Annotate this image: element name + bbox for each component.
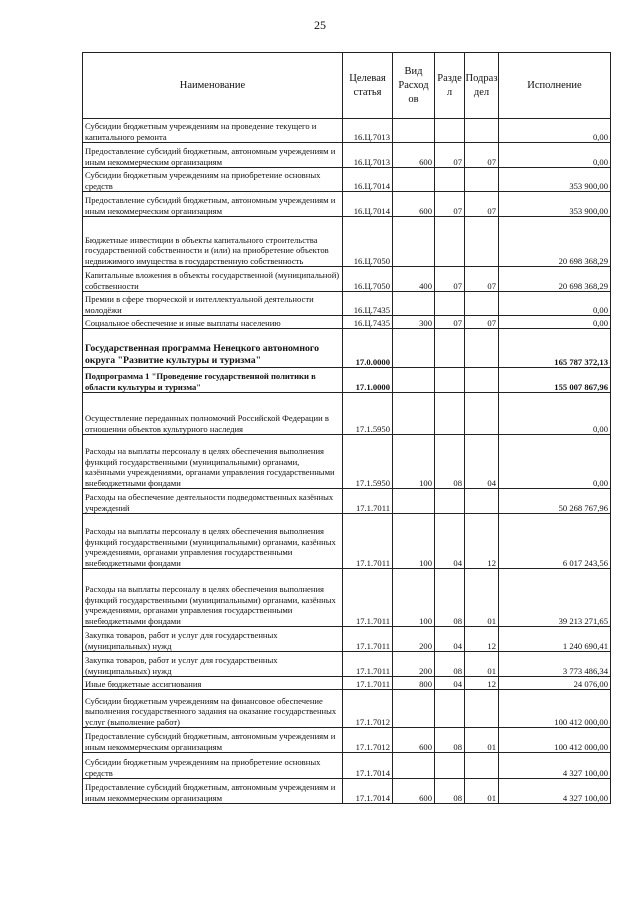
row-section: 07 [435,143,465,168]
row-target: 17.1.7014 [343,779,393,804]
row-section: 08 [435,728,465,753]
row-expense-type: 600 [393,143,435,168]
row-subsection: 12 [465,514,499,569]
row-target: 17.1.0000 [343,368,393,393]
row-expense-type [393,393,435,435]
row-execution: 0,00 [499,393,611,435]
row-execution: 20 698 368,29 [499,217,611,267]
row-name: Расходы на выплаты персоналу в целях обеспечения выполнения функций государственными (муниципальными) органами, казённых учреждениями, органами управления государственными внебюджетными фондами [83,569,343,627]
row-expense-type [393,753,435,779]
row-target: 17.1.7011 [343,514,393,569]
row-execution: 155 007 867,96 [499,368,611,393]
row-subsection: 01 [465,569,499,627]
row-name: Социальное обеспечение и иные выплаты населению [83,316,343,329]
row-section [435,168,465,192]
row-name: Расходы на выплаты персоналу в целях обеспечения выполнения функций государственными (муниципальными) органами, казёнными учреждениями, органами управления государственными внебюджетными фондами [83,435,343,489]
row-expense-type [393,217,435,267]
budget-table [82,52,611,804]
row-expense-type [393,168,435,192]
row-expense-type: 100 [393,514,435,569]
row-name: Субсидии бюджетным учреждениям на приобретение основных средств [83,168,343,192]
table-row [83,168,611,192]
row-execution: 24 076,00 [499,677,611,690]
row-section: 04 [435,677,465,690]
row-subsection: 12 [465,677,499,690]
row-subsection: 12 [465,627,499,652]
row-name: Расходы на выплаты персоналу в целях обеспечения выполнения функций государственными (муниципальными) органами, казённых учреждениями, органами управления государственными внебюджетными фондами [83,514,343,569]
row-subsection: 07 [465,267,499,292]
page-number: 25 [314,18,326,32]
row-subsection [465,217,499,267]
table-row [83,316,611,329]
row-name: Субсидии бюджетным учреждениям на проведение текущего и капитального ремонта [83,119,343,143]
row-section [435,292,465,316]
row-expense-type [393,292,435,316]
row-execution: 50 268 767,96 [499,489,611,514]
row-execution: 0,00 [499,316,611,329]
row-name: Предоставление субсидий бюджетным, автономным учреждениям и иным некоммерческим организациям [83,192,343,217]
row-name: Премии в сфере творческой и интеллектуальной деятельности молодёжи [83,292,343,316]
row-expense-type [393,489,435,514]
table-row [83,435,611,489]
row-target: 16.Ц.7014 [343,192,393,217]
row-subsection [465,489,499,514]
row-name: Предоставление субсидий бюджетным, автономным учреждениям и иным некоммерческим организациям [83,143,343,168]
row-expense-type: 300 [393,316,435,329]
row-subsection [465,168,499,192]
row-target: 16.Ц.7050 [343,267,393,292]
row-name: Государственная программа Ненецкого автономного округа "Развитие культуры и туризма" [83,329,343,368]
row-subsection: 07 [465,143,499,168]
row-target: 17.1.7014 [343,753,393,779]
table-row [83,368,611,393]
row-name: Закупка товаров, работ и услуг для государственных (муниципальных) нужд [83,652,343,677]
row-subsection: 04 [465,435,499,489]
row-execution: 100 412 000,00 [499,728,611,753]
row-section: 08 [435,779,465,804]
row-execution: 353 900,00 [499,168,611,192]
row-subsection [465,119,499,143]
row-target: 16.Ц.7013 [343,143,393,168]
row-name: Бюджетные инвестиции в объекты капитального строительства государственной собственности и (или) на приобретение объектов недвижимого имущества в государственную собственность [83,217,343,267]
row-name: Субсидии бюджетным учреждениям на приобретение основных средств [83,753,343,779]
header-subsection: Подраз дел [465,53,499,119]
row-target: 16.Ц.7435 [343,316,393,329]
row-section [435,393,465,435]
row-section: 04 [435,514,465,569]
row-expense-type: 600 [393,728,435,753]
table-row [83,677,611,690]
row-execution: 3 773 486,34 [499,652,611,677]
table-row [83,267,611,292]
row-section [435,119,465,143]
row-expense-type: 100 [393,435,435,489]
table-row [83,652,611,677]
header-name: Наименование [83,53,343,119]
row-name: Предоставление субсидий бюджетным, автономным учреждениям и иным некоммерческим организациям [83,779,343,804]
row-target: 17.1.5950 [343,435,393,489]
row-name: Капитальные вложения в объекты государственной (муниципальной) собственности [83,267,343,292]
row-expense-type: 200 [393,627,435,652]
header-expense-type: Вид Расход ов [393,53,435,119]
row-name: Подпрограмма 1 "Проведение государственной политики в области культуры и туризма" [83,368,343,393]
row-target: 16.Ц.7435 [343,292,393,316]
table-row [83,753,611,779]
row-subsection [465,690,499,728]
row-execution: 0,00 [499,292,611,316]
table-row [83,192,611,217]
table-row [83,489,611,514]
row-expense-type: 600 [393,192,435,217]
row-target: 17.1.7012 [343,728,393,753]
row-expense-type [393,119,435,143]
row-name: Закупка товаров, работ и услуг для государственных (муниципальных) нужд [83,627,343,652]
row-subsection: 01 [465,728,499,753]
row-execution: 165 787 372,13 [499,329,611,368]
row-section: 07 [435,316,465,329]
row-name: Иные бюджетные ассигнования [83,677,343,690]
row-section [435,368,465,393]
row-expense-type: 800 [393,677,435,690]
row-expense-type [393,690,435,728]
row-execution: 1 240 690,41 [499,627,611,652]
row-section [435,690,465,728]
row-subsection [465,393,499,435]
table-row [83,292,611,316]
table-row [83,393,611,435]
row-target: 17.1.7011 [343,627,393,652]
header-target: Целевая статья [343,53,393,119]
row-subsection [465,292,499,316]
table-row [83,728,611,753]
row-execution: 0,00 [499,143,611,168]
row-expense-type: 400 [393,267,435,292]
row-target: 17.1.7011 [343,652,393,677]
row-target: 17.0.0000 [343,329,393,368]
table-row [83,217,611,267]
table-row [83,690,611,728]
row-execution: 20 698 368,29 [499,267,611,292]
row-expense-type: 100 [393,569,435,627]
row-expense-type: 200 [393,652,435,677]
table-row [83,514,611,569]
row-section: 08 [435,569,465,627]
row-execution: 39 213 271,65 [499,569,611,627]
row-target: 17.1.7011 [343,569,393,627]
row-execution: 100 412 000,00 [499,690,611,728]
row-section: 08 [435,435,465,489]
table-row [83,143,611,168]
row-execution: 6 017 243,56 [499,514,611,569]
row-target: 17.1.7011 [343,677,393,690]
row-section: 07 [435,192,465,217]
row-subsection: 07 [465,316,499,329]
row-execution: 0,00 [499,435,611,489]
row-target: 16.Ц.7014 [343,168,393,192]
row-section: 08 [435,652,465,677]
row-execution: 4 327 100,00 [499,779,611,804]
row-name: Расходы на обеспечение деятельности подведомственных казённых учреждений [83,489,343,514]
row-subsection [465,753,499,779]
row-target: 16.Ц.7050 [343,217,393,267]
row-expense-type: 600 [393,779,435,804]
table-row [83,569,611,627]
row-section: 07 [435,267,465,292]
table-row [83,329,611,368]
row-subsection [465,329,499,368]
header-section: Разде л [435,53,465,119]
row-name: Осуществление переданных полномочий Российской Федерации в отношении объектов культурного наследия [83,393,343,435]
row-section [435,489,465,514]
table-row [83,779,611,804]
row-subsection [465,368,499,393]
row-target: 17.1.7012 [343,690,393,728]
row-section [435,217,465,267]
header-execution: Исполнение [499,53,611,119]
table-header-row [83,53,611,119]
row-subsection: 01 [465,652,499,677]
row-subsection: 07 [465,192,499,217]
row-execution: 353 900,00 [499,192,611,217]
row-expense-type [393,329,435,368]
table-row [83,119,611,143]
row-execution: 4 327 100,00 [499,753,611,779]
row-name: Предоставление субсидий бюджетным, автономным учреждениям и иным некоммерческим организациям [83,728,343,753]
row-target: 17.1.7011 [343,489,393,514]
row-execution: 0,00 [499,119,611,143]
row-name: Субсидии бюджетным учреждениям на финансовое обеспечение выполнения государственного задания на оказание государственных услуг (выполнение работ) [83,690,343,728]
row-target: 17.1.5950 [343,393,393,435]
row-target: 16.Ц.7013 [343,119,393,143]
table-body [83,119,611,804]
row-expense-type [393,368,435,393]
row-subsection: 01 [465,779,499,804]
row-section [435,753,465,779]
row-section [435,329,465,368]
table-row [83,627,611,652]
row-section: 04 [435,627,465,652]
